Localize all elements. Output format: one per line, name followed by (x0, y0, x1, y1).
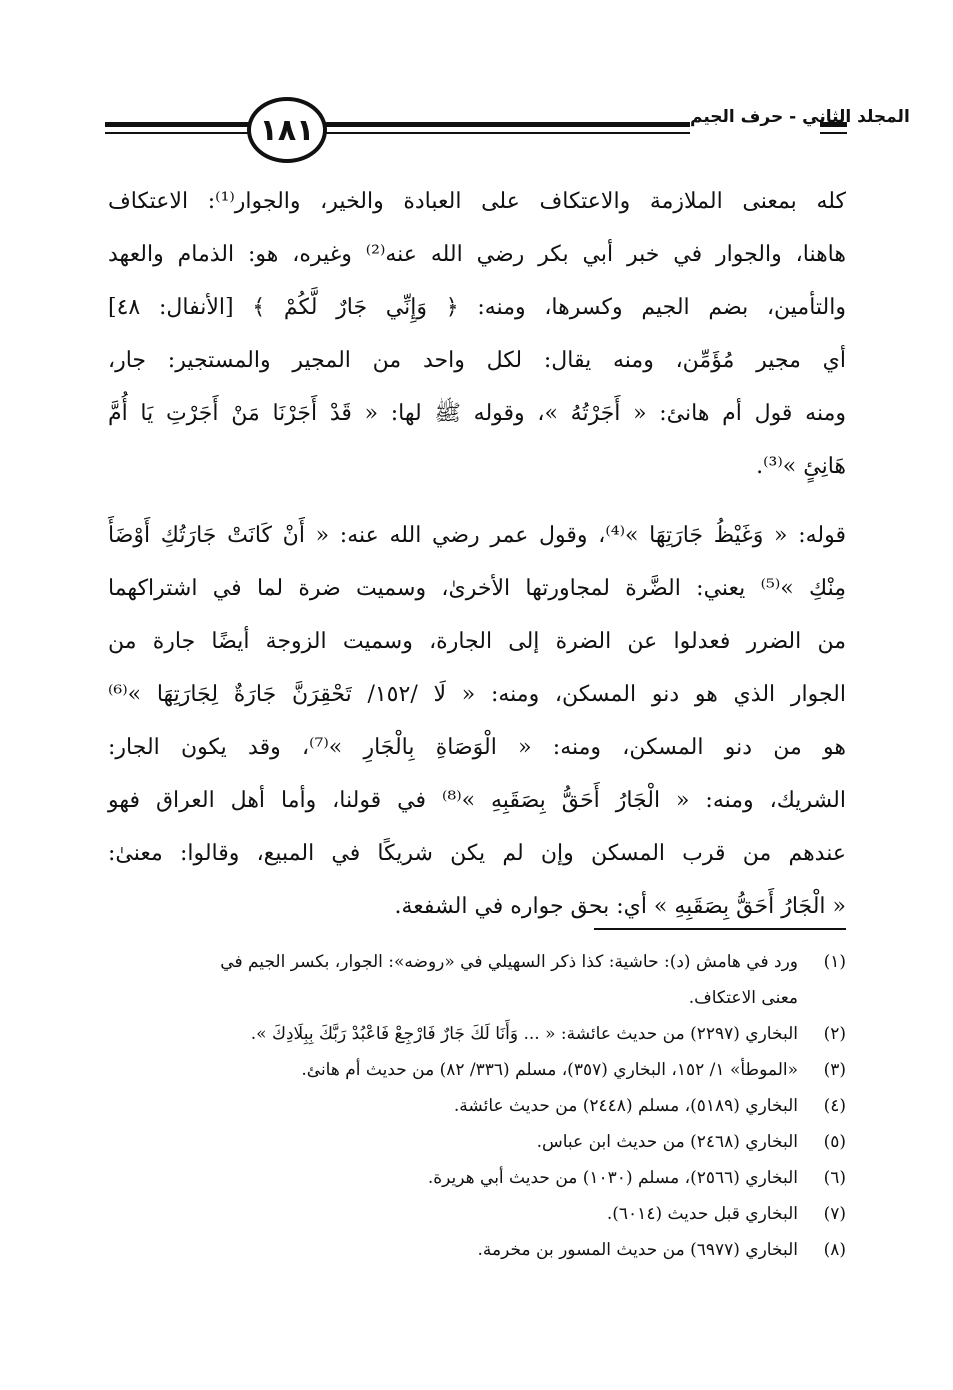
footnote-number: (٦) (823, 1168, 846, 1188)
text-line: هَانِئٍ »⁽³⁾. (756, 454, 846, 479)
footnote-number: (٥) (823, 1132, 846, 1152)
footnote-text: البخاري (٢٢٩٧) من حديث عائشة: « ... وَأَنَا لَكَ جَارٌ فَارْجِعْ فَاعْبُدْ رَبَّكَ بِبِلَادِكَ ». (250, 1024, 798, 1044)
footnote-text: معنى الاعتكاف. (688, 988, 798, 1008)
text-line: من الضرر فعدلوا عن الضرة إلى الجارة، وسميت الزوجة أيضًا جارة من (108, 629, 846, 654)
text-line: هاهنا، والجوار في خبر أبي بكر رضي الله عنه⁽²⁾ وغيره، هو: الذمام والعهد (108, 242, 846, 267)
footnote-number: (٧) (823, 1204, 846, 1224)
page-header (105, 95, 910, 165)
footnote (108, 1016, 846, 1052)
text-line: مِنْكِ »⁽⁵⁾ يعني: الضَّرة لمجاورتها الأخرىٰ، وسميت ضرة لما في اشتراكهما (108, 576, 846, 601)
text-line: الجوار الذي هو دنو المسكن، ومنه: « لَا /١٥٢/ تَحْقِرَنَّ جَارَةٌ لِجَارَتِهَا »⁽⁶⁾ (108, 682, 846, 707)
main-text (108, 175, 846, 933)
footnote (108, 944, 846, 980)
header-rule (105, 132, 255, 134)
footnote (108, 1232, 846, 1268)
footnote-number: (٢) (823, 1024, 846, 1044)
text-line: عندهم من قرب المسكن وإن لم يكن شريكًا في المبيع، وقالوا: معنىٰ: (108, 841, 846, 866)
footnote-text: البخاري (٢٥٦٦)، مسلم (١٠٣٠) من حديث أبي هريرة. (427, 1168, 798, 1188)
text-line: ومنه قول أم هانئ: « أَجَرْتُهُ »، وقوله ﷺ لها: « قَدْ أَجَرْنَا مَنْ أَجَرْتِ يَا أُمَّ (108, 401, 846, 426)
footnote-number: (٣) (823, 1060, 846, 1080)
running-title: المجلد الثاني - حرف الجيم (690, 107, 910, 127)
header-rule (820, 132, 847, 134)
footnote-text: البخاري (٢٤٦٨) من حديث ابن عباس. (536, 1132, 798, 1152)
footnote (108, 1124, 846, 1160)
footnote-divider (594, 928, 846, 930)
text-line: أي مجير مُؤَمِّن، ومنه يقال: لكل واحد من المجير والمستجير: جار، (108, 348, 846, 373)
text-line: كله بمعنى الملازمة والاعتكاف على العبادة والخير، والجوار⁽¹⁾: الاعتكاف (108, 189, 846, 214)
footnote-text: البخاري (٦٩٧٧) من حديث المسور بن مخرمة. (477, 1240, 798, 1260)
footnote (108, 1088, 846, 1124)
footnote-number: (١) (823, 952, 846, 972)
page-number: ١٨١ (247, 97, 327, 163)
text-line: الشريك، ومنه: « الْجَارُ أَحَقُّ بِصَقَبِهِ »⁽⁸⁾ في قولنا، وأما أهل العراق فهو (108, 788, 846, 813)
text-line: « الْجَارُ أَحَقُّ بِصَقَبِهِ » أي: بحق جواره في الشفعة. (394, 894, 846, 919)
footnote-text: ورد في هامش (د): حاشية: كذا ذكر السهيلي في «روضه»: الجوار، بكسر الجيم في (220, 952, 798, 972)
footnote (108, 1196, 846, 1232)
header-rule (105, 122, 255, 127)
header-rule (310, 132, 690, 134)
footnote-continuation (108, 980, 846, 1016)
footnote-number: (٨) (823, 1240, 846, 1260)
footnote-text: «الموطأ» ١/ ١٥٢، البخاري (٣٥٧)، مسلم (٣٣٦/ ٨٢) من حديث أم هانئ. (301, 1060, 798, 1080)
text-line: قوله: « وَغَيْظُ جَارَتِهَا »⁽⁴⁾، وقول عمر رضي الله عنه: « أَنْ كَانَتْ جَارَتُكِ أَوْضَأَ (108, 523, 847, 548)
footnote (108, 1052, 846, 1088)
footnote-text: البخاري (٥١٨٩)، مسلم (٢٤٤٨) من حديث عائشة. (453, 1096, 798, 1116)
text-line: والتأمين، بضم الجيم وكسرها، ومنه: ﴿ وَإِنِّي جَارٌ لَّكُمْ ﴾ [الأنفال: ٤٨] (108, 295, 846, 320)
footnotes (108, 944, 846, 1268)
footnote-text: البخاري قبل حديث (٦٠١٤). (606, 1204, 798, 1224)
text-line: هو من دنو المسكن، ومنه: « الْوَصَاةِ بِالْجَارِ »⁽⁷⁾، وقد يكون الجار: (108, 735, 846, 760)
footnote (108, 1160, 846, 1196)
header-rule (310, 122, 690, 127)
footnote-number: (٤) (823, 1096, 846, 1116)
